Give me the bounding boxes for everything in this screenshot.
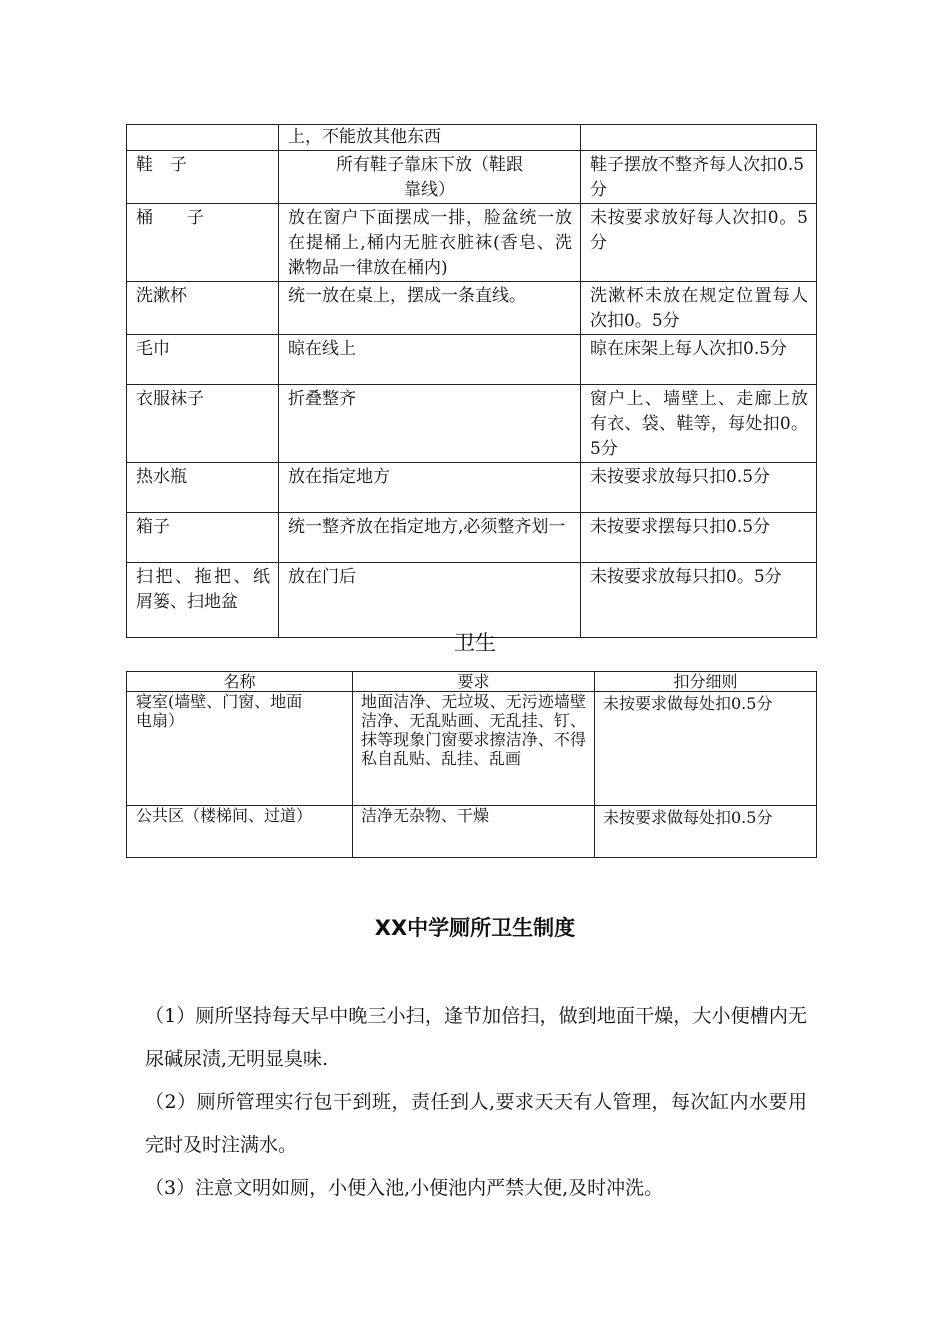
hygiene-table [126,671,817,858]
rule-paragraph: （3）注意文明如厕，小便入池,小便池内严禁大便,及时冲洗。 [145,1177,664,1199]
rules-list [145,995,807,1210]
requirement-cell: 洁净无杂物、干燥 [353,806,595,858]
table-row [127,692,817,806]
deduction-cell: 未按要求做每处扣0.5分 [595,806,817,858]
table-row [127,282,817,335]
name-cell: 公共区（楼梯间、过道） [127,806,353,858]
deduction-cell [581,125,817,151]
item-cell [127,125,279,151]
rule-paragraph: （1）厕所坚持每天早中晚三小扫，逢节加倍扫，做到地面干燥，大小便槽内无尿碱尿渍,无明显臭味. [145,1005,807,1070]
item-cell: 扫把、拖把、纸屑篓、扫地盆 [127,563,279,638]
column-header: 要求 [353,672,595,692]
document-title: XX中学厕所卫生制度 [374,916,576,940]
item-cell: 热水瓶 [127,463,279,513]
item-cell: 箱子 [127,513,279,563]
requirement-cell: 放在门后 [279,563,581,638]
item-cell: 衣服袜子 [127,385,279,463]
deduction-cell: 未按要求放每只扣0。5分 [581,563,817,638]
deduction-cell: 未按要求放每只扣0.5分 [581,463,817,513]
requirement-cell: 折叠整齐 [279,385,581,463]
table-row [127,125,817,151]
deduction-cell: 未按要求摆每只扣0.5分 [581,513,817,563]
item-cell: 洗漱杯 [127,282,279,335]
rule-paragraph: （2）厕所管理实行包干到班，责任到人,要求天天有人管理，每次缸内水要用完时及时注满水。 [145,1091,807,1156]
requirement-cell: 统一放在桌上，摆成一条直线。 [279,282,581,335]
table-row [127,385,817,463]
table-row [127,151,817,204]
requirement-cell: 所有鞋子靠床下放（鞋跟靠线） [279,151,581,204]
hygiene-section-title: 卫生 [454,631,496,655]
table-header-row [127,672,817,692]
requirement-cell: 晾在线上 [279,335,581,385]
item-cell: 毛巾 [127,335,279,385]
table-row [127,806,817,858]
requirement-cell: 统一整齐放在指定地方,必须整齐划一 [279,513,581,563]
dorm-items-table [126,124,817,638]
requirement-cell: 放在窗户下面摆成一排，脸盆统一放在提桶上,桶内无脏衣脏袜(香皂、洗漱物品一律放在桶内) [279,204,581,282]
deduction-cell: 未按要求做每处扣0.5分 [595,692,817,806]
deduction-cell: 晾在床架上每人次扣0.5分 [581,335,817,385]
item-cell: 鞋 子 [127,151,279,204]
column-header: 扣分细则 [595,672,817,692]
column-header: 名称 [127,672,353,692]
deduction-cell: 洗漱杯未放在规定位置每人次扣0。5分 [581,282,817,335]
table-row [127,463,817,513]
deduction-cell: 未按要求放好每人次扣0。5分 [581,204,817,282]
requirement-cell: 放在指定地方 [279,463,581,513]
requirement-cell: 上，不能放其他东西 [279,125,581,151]
deduction-cell: 鞋子摆放不整齐每人次扣0.5分 [581,151,817,204]
name-cell: 寝室(墙壁、门窗、地面 电扇） [127,692,353,806]
table-row [127,204,817,282]
deduction-cell: 窗户上、墙壁上、走廊上放有衣、袋、鞋等，每处扣0。5分 [581,385,817,463]
requirement-cell: 地面洁净、无垃圾、无污迹墙壁洁净、无乱贴画、无乱挂、钉、抹等现象门窗要求擦洁净、不得私自乱贴、乱挂、乱画 [353,692,595,806]
item-cell: 桶 子 [127,204,279,282]
table-row [127,335,817,385]
table-row [127,513,817,563]
